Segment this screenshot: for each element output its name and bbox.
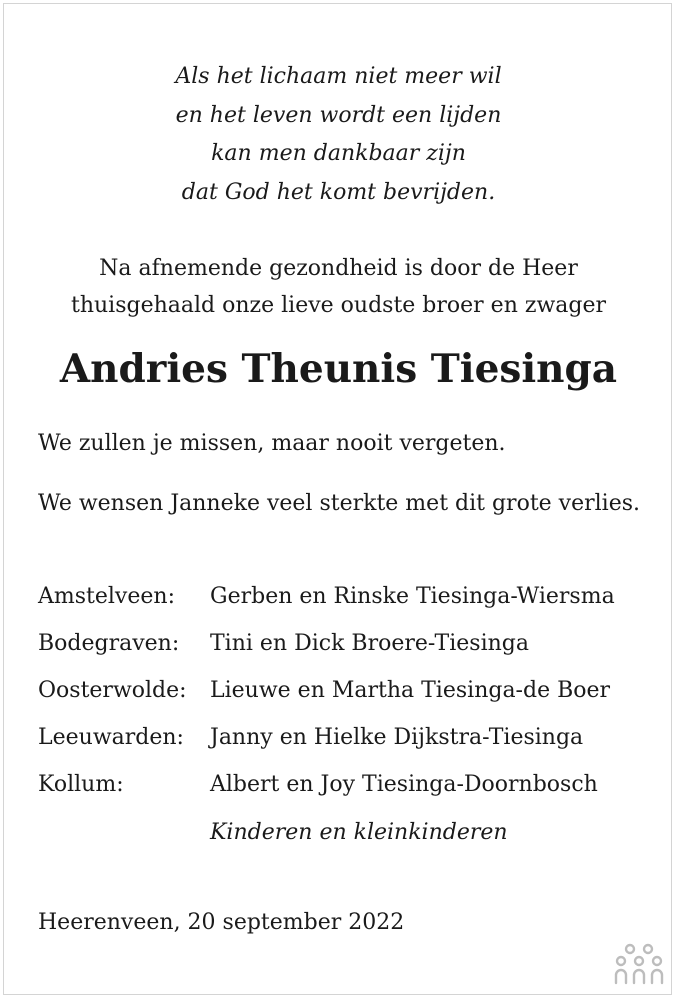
poem-line: en het leven wordt een lijden (175, 102, 502, 128)
intro-line: thuisgehaald onze lieve oudste broer en zwager (70, 293, 607, 318)
family-note: Kinderen en kleinkinderen (210, 820, 508, 845)
family-place: Amstelveen: (38, 584, 175, 609)
family-row (38, 676, 615, 723)
family-names: Albert en Joy Tiesinga-Doornbosch (210, 772, 598, 797)
intro-line: Na afnemende gezondheid is door de Heer (99, 256, 578, 281)
place-date: Heerenveen, 20 september 2022 (38, 910, 405, 935)
family-place: Oosterwolde: (38, 678, 187, 703)
poem-line: kan men dankbaar zijn (211, 141, 466, 166)
family-names: Janny en Hielke Dijkstra-Tiesinga (210, 725, 584, 750)
family-row (38, 629, 615, 676)
family-place: Bodegraven: (38, 631, 180, 656)
family-list (38, 582, 615, 817)
family-names: Gerben en Rinske Tiesinga-Wiersma (210, 584, 615, 609)
family-names: Lieuwe en Martha Tiesinga-de Boer (210, 678, 611, 703)
people-group-icon (614, 941, 664, 985)
family-place: Leeuwarden: (38, 725, 184, 750)
deceased-name: Andries Theunis Tiesinga (59, 346, 618, 392)
intro-text (0, 250, 677, 324)
family-row (38, 723, 615, 770)
family-row (38, 770, 615, 817)
poem-line: dat God het komt bevrijden. (181, 179, 496, 205)
poem-line: Als het lichaam niet meer wil (175, 64, 502, 89)
message-miss: We zullen je missen, maar nooit vergeten. (38, 431, 506, 456)
poem (0, 58, 677, 212)
family-row (38, 582, 615, 629)
family-names: Tini en Dick Broere-Tiesinga (210, 631, 529, 656)
family-place: Kollum: (38, 772, 124, 797)
message-strength: We wensen Janneke veel sterkte met dit grote verlies. (38, 491, 641, 516)
